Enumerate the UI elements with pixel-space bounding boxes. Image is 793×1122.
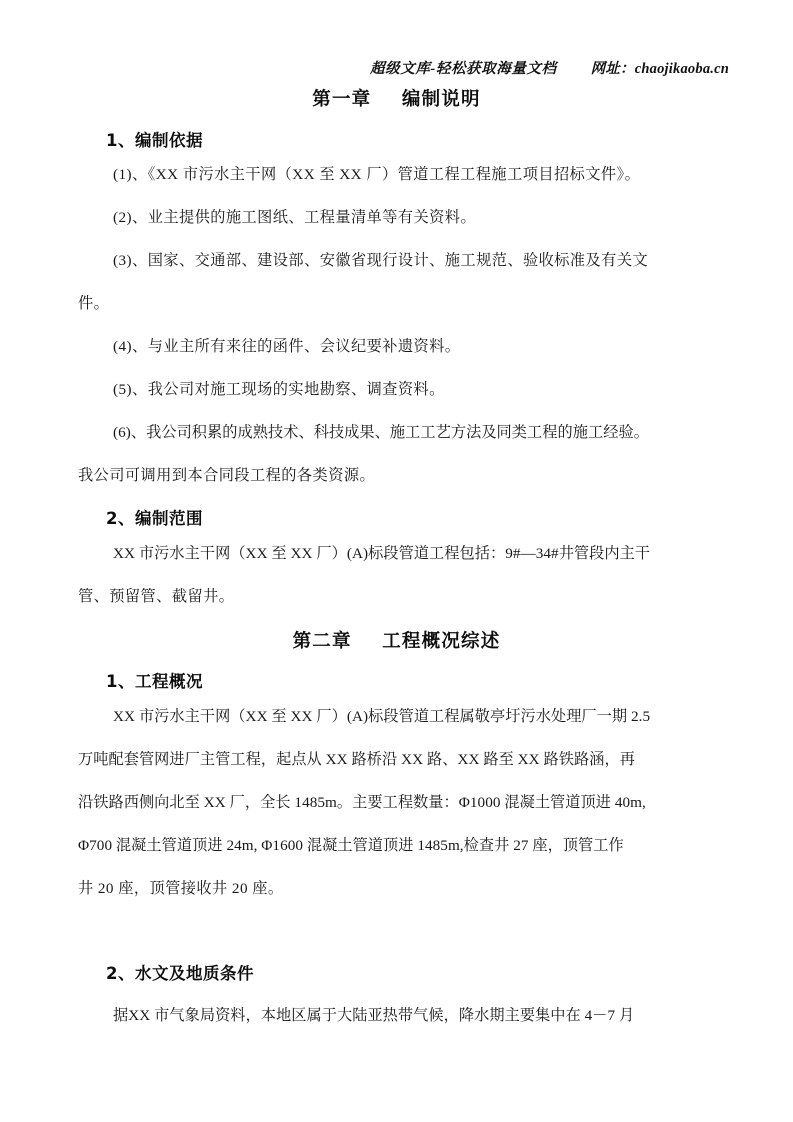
chapter-title-2: 第二章 工程概况综述 <box>292 631 501 652</box>
chapter-title-1: 第一章 编制说明 <box>312 89 481 110</box>
section-heading-basis: 1、编制依据 <box>106 131 203 150</box>
overview-paragraph-line-2: 万吨配套管网进厂主管工程，起点从 XX 路桥沿 XX 路、XX 路至 XX 路铁路涵，再 <box>78 751 635 768</box>
basis-item-6-line-2: 我公司可调用到本合同段工程的各类资源。 <box>78 467 376 484</box>
overview-paragraph-line-4: Φ700 混凝土管道顶进 24m, Φ1600 混凝土管道顶进 1485m,检查井 27 座，顶管工作 <box>78 837 624 854</box>
overview-paragraph-line-5: 井 20 座，顶管接收井 20 座。 <box>78 880 284 897</box>
basis-item-6-line-1: (6)、我公司积累的成熟技术、科技成果、施工工艺方法及同类工程的施工经验。 <box>113 424 649 441</box>
basis-item-1-line-1: (1)、《XX 市污水主干网（XX 至 XX 厂）管道工程工程施工项目招标文件》。 <box>113 166 641 183</box>
section-heading-overview: 1、工程概况 <box>106 672 203 691</box>
overview-paragraph-line-1: XX 市污水主干网（XX 至 XX 厂）(A)标段管道工程属敬亭圩污水处理厂一期 2.5 <box>113 708 651 725</box>
basis-item-4-line-1: (4)、与业主所有来往的函件、会议纪要补遗资料。 <box>113 338 461 355</box>
header-website-url: 网址：chaojikaoba.cn <box>590 60 729 77</box>
section-heading-scope: 2、编制范围 <box>106 509 203 528</box>
basis-item-3-line-1: (3)、国家、交通部、建设部、安徽省现行设计、施工规范、验收标准及有关文 <box>113 252 649 269</box>
basis-item-3-line-2: 件。 <box>78 295 110 312</box>
scope-paragraph-line-2: 管、预留管、截留井。 <box>78 588 235 605</box>
page-header <box>64 50 729 76</box>
basis-item-2-line-1: (2)、业主提供的施工图纸、工程量清单等有关资料。 <box>113 209 477 226</box>
overview-paragraph-line-3: 沿铁路西侧向北至 XX 厂，全长 1485m。主要工程数量：Φ1000 混凝土管道顶进 40m, <box>78 794 646 811</box>
hydrology-paragraph-line-1: 据XX 市气象局资料，本地区属于大陆亚热带气候，降水期主要集中在 4－7 月 <box>113 1007 635 1024</box>
basis-item-5-line-1: (5)、我公司对施工现场的实地勘察、调查资料。 <box>113 381 445 398</box>
header-brand-text: 超级文库-轻松获取海量文档 <box>370 60 557 77</box>
scope-paragraph-line-1: XX 市污水主干网（XX 至 XX 厂）(A)标段管道工程包括：9#—34#井管段内主干 <box>113 545 651 562</box>
section-heading-hydrology: 2、水文及地质条件 <box>106 964 254 983</box>
